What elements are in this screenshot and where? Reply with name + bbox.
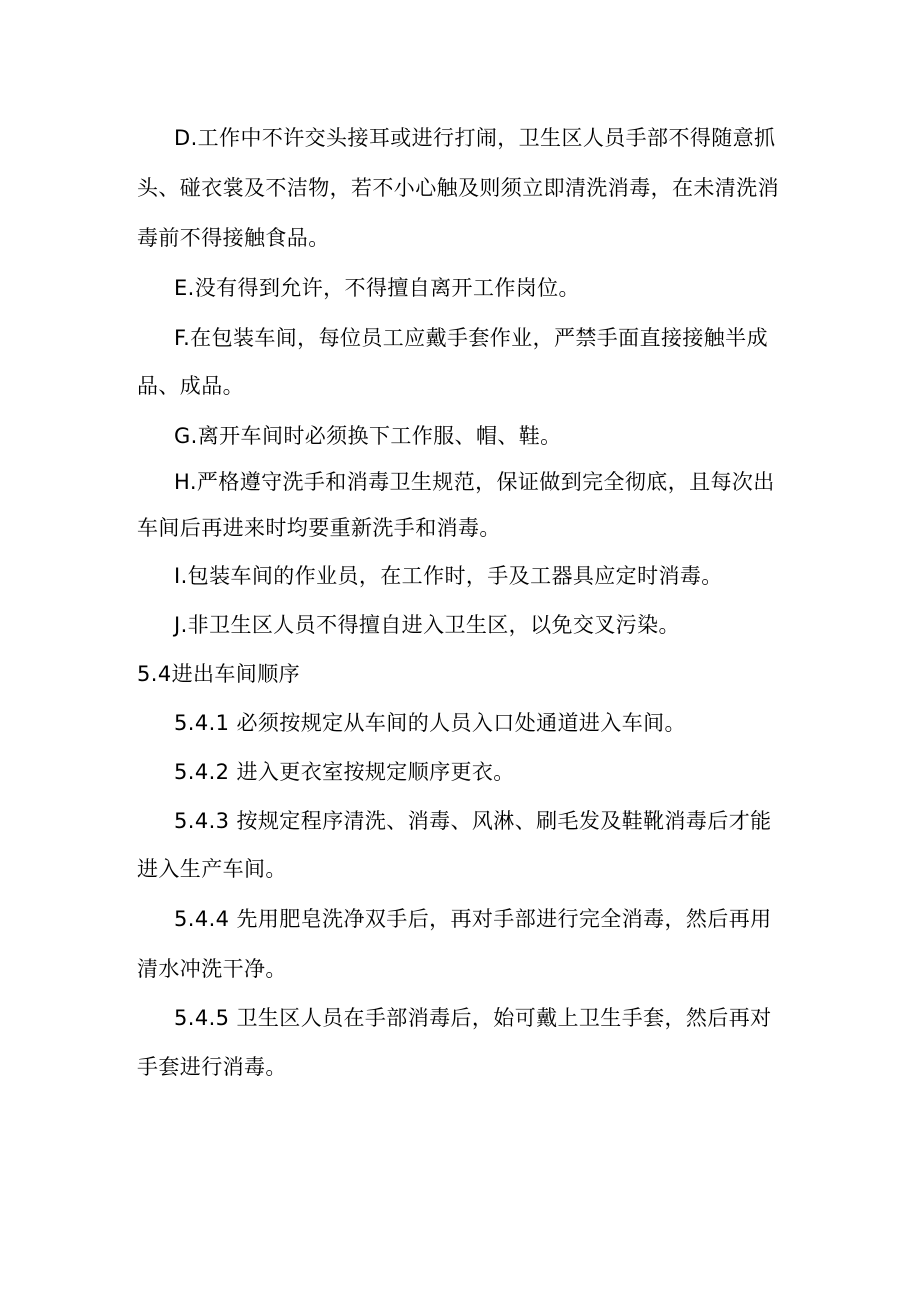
item-5-4-4-line-2: 清水冲洗干净。 [137, 957, 287, 981]
item-5-4-5-line-2: 手套进行消毒。 [137, 1055, 287, 1079]
paragraph-d-line-1: D.工作中不许交头接耳或进行打闹，卫生区人员手部不得随意抓 [174, 126, 776, 150]
section-heading-5-4: 5.4进出车间顺序 [137, 662, 300, 686]
paragraph-f-line-2: 品、成品。 [137, 374, 244, 398]
paragraph-f-line-1: F.在包装车间，每位员工应戴手套作业，严禁手面直接接触半成 [174, 326, 768, 350]
item-5-4-1-line-1: 5.4.1 必须按规定从车间的人员入口处通道进入车间。 [174, 711, 686, 735]
paragraph-d-line-2: 头、碰衣裳及不洁物，若不小心触及则须立即清洗消毒，在未清洗消 [137, 176, 779, 200]
item-5-4-3-line-2: 进入生产车间。 [137, 857, 287, 881]
paragraph-h-line-2: 车间后再进来时均要重新洗手和消毒。 [137, 516, 501, 540]
item-5-4-2-line-1: 5.4.2 进入更衣室按规定顺序更衣。 [174, 760, 515, 784]
item-5-4-4-line-1: 5.4.4 先用肥皂洗净双手后，再对手部进行完全消毒，然后再用 [174, 907, 772, 931]
paragraph-e-line-1: E.没有得到允许，不得擅自离开工作岗位。 [174, 276, 580, 300]
paragraph-d-line-3: 毒前不得接触食品。 [137, 226, 330, 250]
item-5-4-5-line-1: 5.4.5 卫生区人员在手部消毒后，始可戴上卫生手套，然后再对 [174, 1006, 772, 1030]
paragraph-h-line-1: H.严格遵守洗手和消毒卫生规范，保证做到完全彻底，且每次出 [174, 470, 775, 494]
paragraph-g-line-1: G.离开车间时必须换下工作服、帽、鞋。 [174, 424, 562, 448]
paragraph-i-line-1: I.包装车间的作业员，在工作时，手及工器具应定时消毒。 [174, 564, 723, 588]
paragraph-j-line-1: J.非卫生区人员不得擅自进入卫生区，以免交叉污染。 [174, 613, 680, 637]
item-5-4-3-line-1: 5.4.3 按规定程序清洗、消毒、风淋、刷毛发及鞋靴消毒后才能 [174, 809, 772, 833]
